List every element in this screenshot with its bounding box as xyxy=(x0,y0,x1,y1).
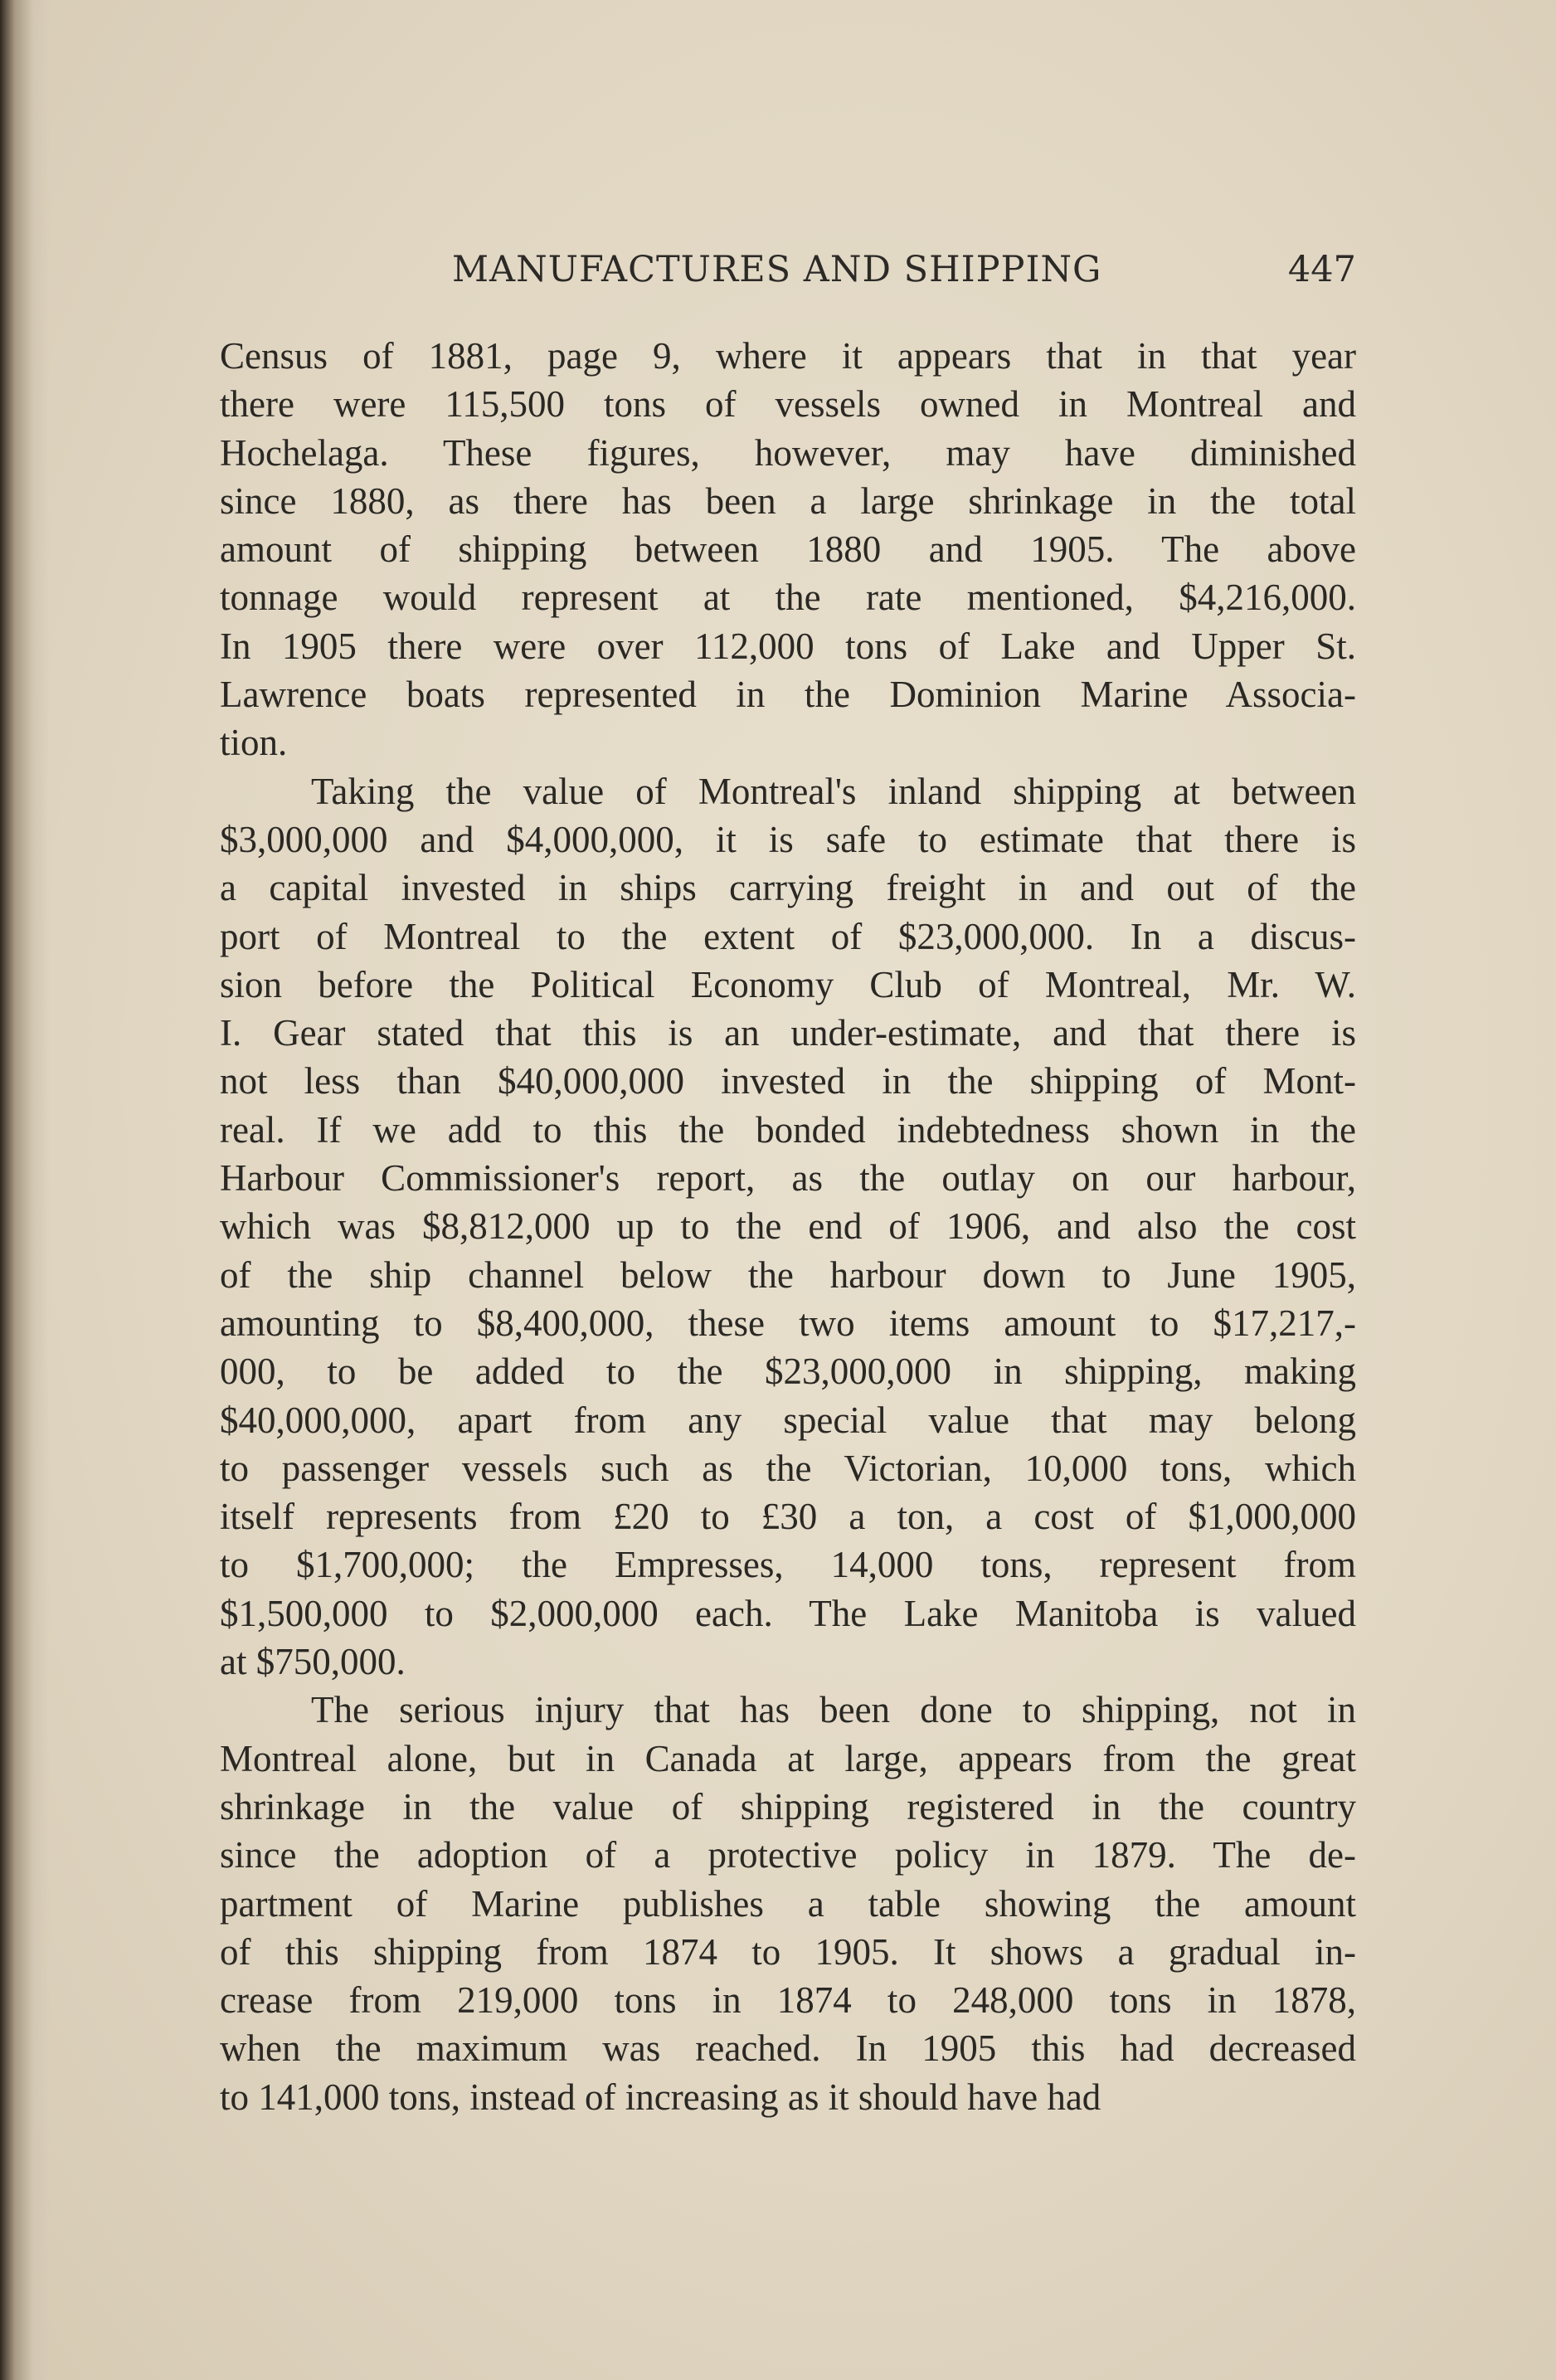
text-line: when the maximum was reached. In 1905 this had decreased xyxy=(220,2027,1356,2070)
text-line: Lawrence boats represented in the Dominion Marine Associa- xyxy=(220,674,1356,716)
text-line: at $750,000. xyxy=(220,1641,406,1683)
text-line: of the ship channel below the harbour down to June 1905, xyxy=(220,1253,1356,1296)
text-line: 000, to be added to the $23,000,000 in shipping, making xyxy=(220,1351,1356,1393)
text-line: $40,000,000, apart from any special value that may belong xyxy=(220,1399,1356,1441)
text-line-row xyxy=(220,1589,1356,1638)
text-line-row xyxy=(220,380,1356,428)
text-line: there were 115,500 tons of vessels owned in Montreal and xyxy=(220,383,1356,426)
text-line: amounting to $8,400,000, these two items amount to $17,217,- xyxy=(220,1302,1356,1344)
text-line-row xyxy=(220,525,1356,573)
text-line-row xyxy=(220,670,1356,718)
text-line-row xyxy=(220,429,1356,477)
binding-shadow xyxy=(0,0,50,2380)
text-line-row xyxy=(220,622,1356,670)
text-line-row xyxy=(220,718,1356,767)
text-line: tonnage would represent at the rate mentioned, $4,216,000. xyxy=(220,577,1356,619)
text-line-row xyxy=(220,1444,1356,1492)
text-line-row xyxy=(220,1735,1356,1783)
text-line: of this shipping from 1874 to 1905. It shows a gradual in- xyxy=(220,1930,1356,1973)
text-line-row xyxy=(220,1299,1356,1347)
body-text xyxy=(220,332,1356,2121)
text-line-row xyxy=(220,2073,1356,2121)
text-line-row xyxy=(220,2024,1356,2072)
text-line: which was $8,812,000 up to the end of 1906, and also the cost xyxy=(220,1205,1356,1248)
text-line: tion. xyxy=(220,722,288,764)
text-line: Hochelaga. These figures, however, may have diminished xyxy=(220,431,1356,474)
text-line-row xyxy=(220,767,1356,815)
text-line-row xyxy=(220,1976,1356,2024)
text-line-row xyxy=(220,573,1356,621)
text-line: not less than $40,000,000 invested in the shipping of Mont- xyxy=(220,1060,1356,1102)
text-line-row xyxy=(220,1492,1356,1540)
text-line-row xyxy=(220,1638,1356,1686)
text-line-row xyxy=(220,864,1356,912)
text-line: a capital invested in ships carrying freight in and out of the xyxy=(220,867,1356,909)
text-line: to passenger vessels such as the Victorian, 10,000 tons, which xyxy=(220,1447,1356,1489)
text-line: to 141,000 tons, instead of increasing as it should have had xyxy=(220,2076,1101,2118)
text-line: Harbour Commissioner's report, as the outlay on our harbour, xyxy=(220,1157,1356,1200)
text-line-row xyxy=(220,1154,1356,1202)
text-line-row xyxy=(220,1928,1356,1976)
text-line: to $1,700,000; the Empresses, 14,000 tons, represent from xyxy=(220,1544,1356,1586)
paragraph xyxy=(220,332,1356,767)
text-line: Montreal alone, but in Canada at large, appears from the great xyxy=(220,1737,1356,1779)
text-line: In 1905 there were over 112,000 tons of Lake and Upper St. xyxy=(220,625,1356,667)
page-number: 447 xyxy=(1287,249,1356,290)
text-line: I. Gear stated that this is an under-estimate, and that there is xyxy=(220,1012,1356,1054)
text-line-row xyxy=(220,1880,1356,1928)
text-line: Census of 1881, page 9, where it appears that in that year xyxy=(220,335,1356,377)
text-line-row xyxy=(220,1106,1356,1154)
text-line: amount of shipping between 1880 and 1905. The above xyxy=(220,528,1356,571)
text-line: The serious injury that has been done to shipping, not in xyxy=(311,1689,1356,1731)
text-line-row xyxy=(220,1831,1356,1879)
text-line-row xyxy=(220,1783,1356,1831)
text-line-row xyxy=(220,1057,1356,1105)
text-line: sion before the Political Economy Club of Montreal, Mr. W. xyxy=(220,963,1356,1005)
paragraph xyxy=(220,1686,1356,2121)
running-head: MANUFACTURES AND SHIPPING xyxy=(452,249,1102,290)
text-line: port of Montreal to the extent of $23,000,000. In a discus- xyxy=(220,915,1356,957)
text-line: Taking the value of Montreal's inland shipping at between xyxy=(311,770,1356,812)
page-header xyxy=(452,249,1356,299)
text-line: since 1880, as there has been a large shrinkage in the total xyxy=(220,479,1356,522)
text-line-row xyxy=(220,961,1356,1009)
text-line: $3,000,000 and $4,000,000, it is safe to estimate that there is xyxy=(220,818,1356,860)
text-line: crease from 219,000 tons in 1874 to 248,000 tons in 1878, xyxy=(220,1979,1356,2022)
text-line-row xyxy=(220,1396,1356,1444)
text-line: itself represents from £20 to £30 a ton, a cost of $1,000,000 xyxy=(220,1496,1356,1538)
text-line-row xyxy=(220,1009,1356,1057)
text-line-row xyxy=(220,1686,1356,1734)
text-line-row xyxy=(220,1251,1356,1299)
text-line-row xyxy=(220,477,1356,525)
text-line-row xyxy=(220,332,1356,380)
text-line: shrinkage in the value of shipping registered in the country xyxy=(220,1785,1356,1828)
text-line-row xyxy=(220,913,1356,961)
text-line-row xyxy=(220,1347,1356,1395)
paragraph xyxy=(220,767,1356,1686)
text-line: partment of Marine publishes a table showing the amount xyxy=(220,1882,1356,1925)
text-line: $1,500,000 to $2,000,000 each. The Lake Manitoba is valued xyxy=(220,1592,1356,1634)
text-line: real. If we add to this the bonded indebtedness shown in the xyxy=(220,1108,1356,1151)
text-line-row xyxy=(220,1202,1356,1250)
text-line-row xyxy=(220,1540,1356,1589)
text-line-row xyxy=(220,815,1356,864)
text-line: since the adoption of a protective policy in 1879. The de- xyxy=(220,1834,1356,1876)
